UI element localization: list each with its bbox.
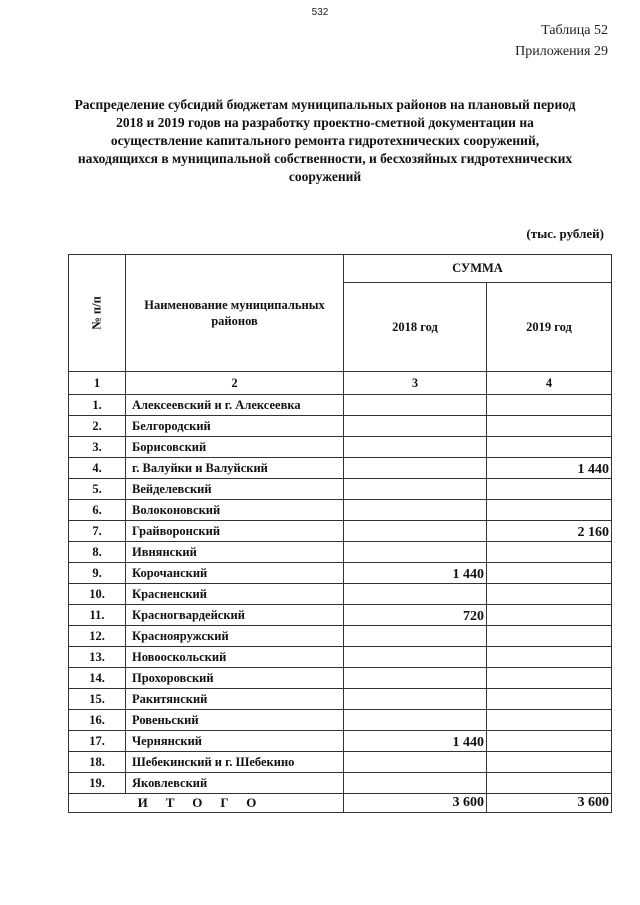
row-number: 5.	[69, 479, 126, 500]
row-number: 19.	[69, 773, 126, 794]
value-2018	[344, 626, 487, 647]
district-name: Грайворонский	[126, 521, 344, 542]
total-label: ИТОГО	[69, 794, 344, 813]
total-2019: 3 600	[487, 794, 612, 813]
table-row	[69, 647, 612, 668]
table-row	[69, 584, 612, 605]
value-2019	[487, 437, 612, 458]
table-row	[69, 752, 612, 773]
value-2018: 1 440	[344, 731, 487, 752]
district-name: Ровеньский	[126, 710, 344, 731]
row-number: 8.	[69, 542, 126, 563]
table-row	[69, 500, 612, 521]
table-row	[69, 458, 612, 479]
row-number: 18.	[69, 752, 126, 773]
header-sum: СУММА	[344, 255, 612, 283]
value-2019	[487, 689, 612, 710]
value-2019: 2 160	[487, 521, 612, 542]
column-number-row	[69, 372, 612, 395]
row-number: 17.	[69, 731, 126, 752]
district-name: Красногвардейский	[126, 605, 344, 626]
value-2019	[487, 563, 612, 584]
header-year-2019: 2019 год	[487, 283, 612, 372]
table-row	[69, 668, 612, 689]
table-row	[69, 710, 612, 731]
total-2018: 3 600	[344, 794, 487, 813]
value-2018	[344, 500, 487, 521]
value-2019	[487, 773, 612, 794]
district-name: Краснояружский	[126, 626, 344, 647]
value-2018	[344, 752, 487, 773]
district-name: Белгородский	[126, 416, 344, 437]
table-row	[69, 605, 612, 626]
district-name: Новооскольский	[126, 647, 344, 668]
value-2019	[487, 500, 612, 521]
district-name: Ракитянский	[126, 689, 344, 710]
column-number: 3	[344, 372, 487, 395]
value-2019	[487, 626, 612, 647]
title-line: 2018 и 2019 годов на разработку проектно-сметной документации на	[116, 115, 534, 130]
annex-reference: Приложения 29	[515, 44, 608, 59]
value-2019	[487, 605, 612, 626]
district-name: Шебекинский и г. Шебекино	[126, 752, 344, 773]
row-number: 6.	[69, 500, 126, 521]
value-2018	[344, 647, 487, 668]
district-name: Прохоровский	[126, 668, 344, 689]
district-name: Борисовский	[126, 437, 344, 458]
table-body	[69, 372, 612, 794]
title-line: находящихся в муниципальной собственности, и бесхозяйных гидротехнических	[77, 151, 573, 166]
table-header	[69, 255, 612, 372]
table-row	[69, 395, 612, 416]
value-2018	[344, 395, 487, 416]
value-2019	[487, 395, 612, 416]
title-line: сооружений	[288, 169, 362, 184]
value-2018	[344, 689, 487, 710]
appendix-reference	[515, 20, 608, 62]
row-number: 4.	[69, 458, 126, 479]
value-2018	[344, 668, 487, 689]
value-2018	[344, 584, 487, 605]
table-row	[69, 479, 612, 500]
table-row	[69, 731, 612, 752]
district-name: Вейделевский	[126, 479, 344, 500]
value-2019: 1 440	[487, 458, 612, 479]
title-line: осуществление капитального ремонта гидротехнических сооружений,	[110, 133, 540, 148]
row-number: 3.	[69, 437, 126, 458]
header-year-2018: 2018 год	[344, 283, 487, 372]
row-number: 9.	[69, 563, 126, 584]
value-2019	[487, 752, 612, 773]
table-row	[69, 689, 612, 710]
value-2018	[344, 521, 487, 542]
row-number: 13.	[69, 647, 126, 668]
table-footer	[69, 794, 612, 813]
table-row	[69, 521, 612, 542]
value-2018	[344, 710, 487, 731]
value-2018	[344, 437, 487, 458]
row-number: 12.	[69, 626, 126, 647]
row-number: 7.	[69, 521, 126, 542]
page-number: 532	[311, 7, 329, 18]
header-number	[69, 255, 126, 372]
district-name: Чернянский	[126, 731, 344, 752]
table-row	[69, 437, 612, 458]
district-name: Яковлевский	[126, 773, 344, 794]
table-row	[69, 773, 612, 794]
district-name: г. Валуйки и Валуйский	[126, 458, 344, 479]
district-name: Красненский	[126, 584, 344, 605]
value-2018	[344, 542, 487, 563]
row-number: 15.	[69, 689, 126, 710]
table-reference: Таблица 52	[541, 23, 608, 38]
value-2019	[487, 647, 612, 668]
value-2019	[487, 416, 612, 437]
value-2018	[344, 458, 487, 479]
column-number: 2	[126, 372, 344, 395]
table-row	[69, 542, 612, 563]
header-number-label: № п/п	[89, 296, 104, 330]
total-row	[69, 794, 612, 813]
value-2019	[487, 731, 612, 752]
district-name: Ивнянский	[126, 542, 344, 563]
column-number: 1	[69, 372, 126, 395]
value-2018	[344, 479, 487, 500]
value-2018	[344, 773, 487, 794]
subsidy-table	[68, 254, 612, 813]
value-2019	[487, 710, 612, 731]
units-label: (тыс. рублей)	[526, 226, 604, 241]
value-2019	[487, 479, 612, 500]
value-2018: 1 440	[344, 563, 487, 584]
title-line: Распределение субсидий бюджетам муниципальных районов на плановый период	[74, 97, 576, 112]
district-name: Корочанский	[126, 563, 344, 584]
district-name: Волоконовский	[126, 500, 344, 521]
row-number: 10.	[69, 584, 126, 605]
header-name: Наименование муниципальных районов	[126, 255, 344, 372]
row-number: 2.	[69, 416, 126, 437]
district-name: Алексеевский и г. Алексеевка	[126, 395, 344, 416]
row-number: 14.	[69, 668, 126, 689]
value-2019	[487, 668, 612, 689]
value-2019	[487, 584, 612, 605]
value-2018	[344, 416, 487, 437]
document-title	[40, 96, 610, 186]
column-number: 4	[487, 372, 612, 395]
row-number: 1.	[69, 395, 126, 416]
table-row	[69, 563, 612, 584]
row-number: 16.	[69, 710, 126, 731]
row-number: 11.	[69, 605, 126, 626]
table-row	[69, 626, 612, 647]
value-2019	[487, 542, 612, 563]
value-2018: 720	[344, 605, 487, 626]
table-row	[69, 416, 612, 437]
